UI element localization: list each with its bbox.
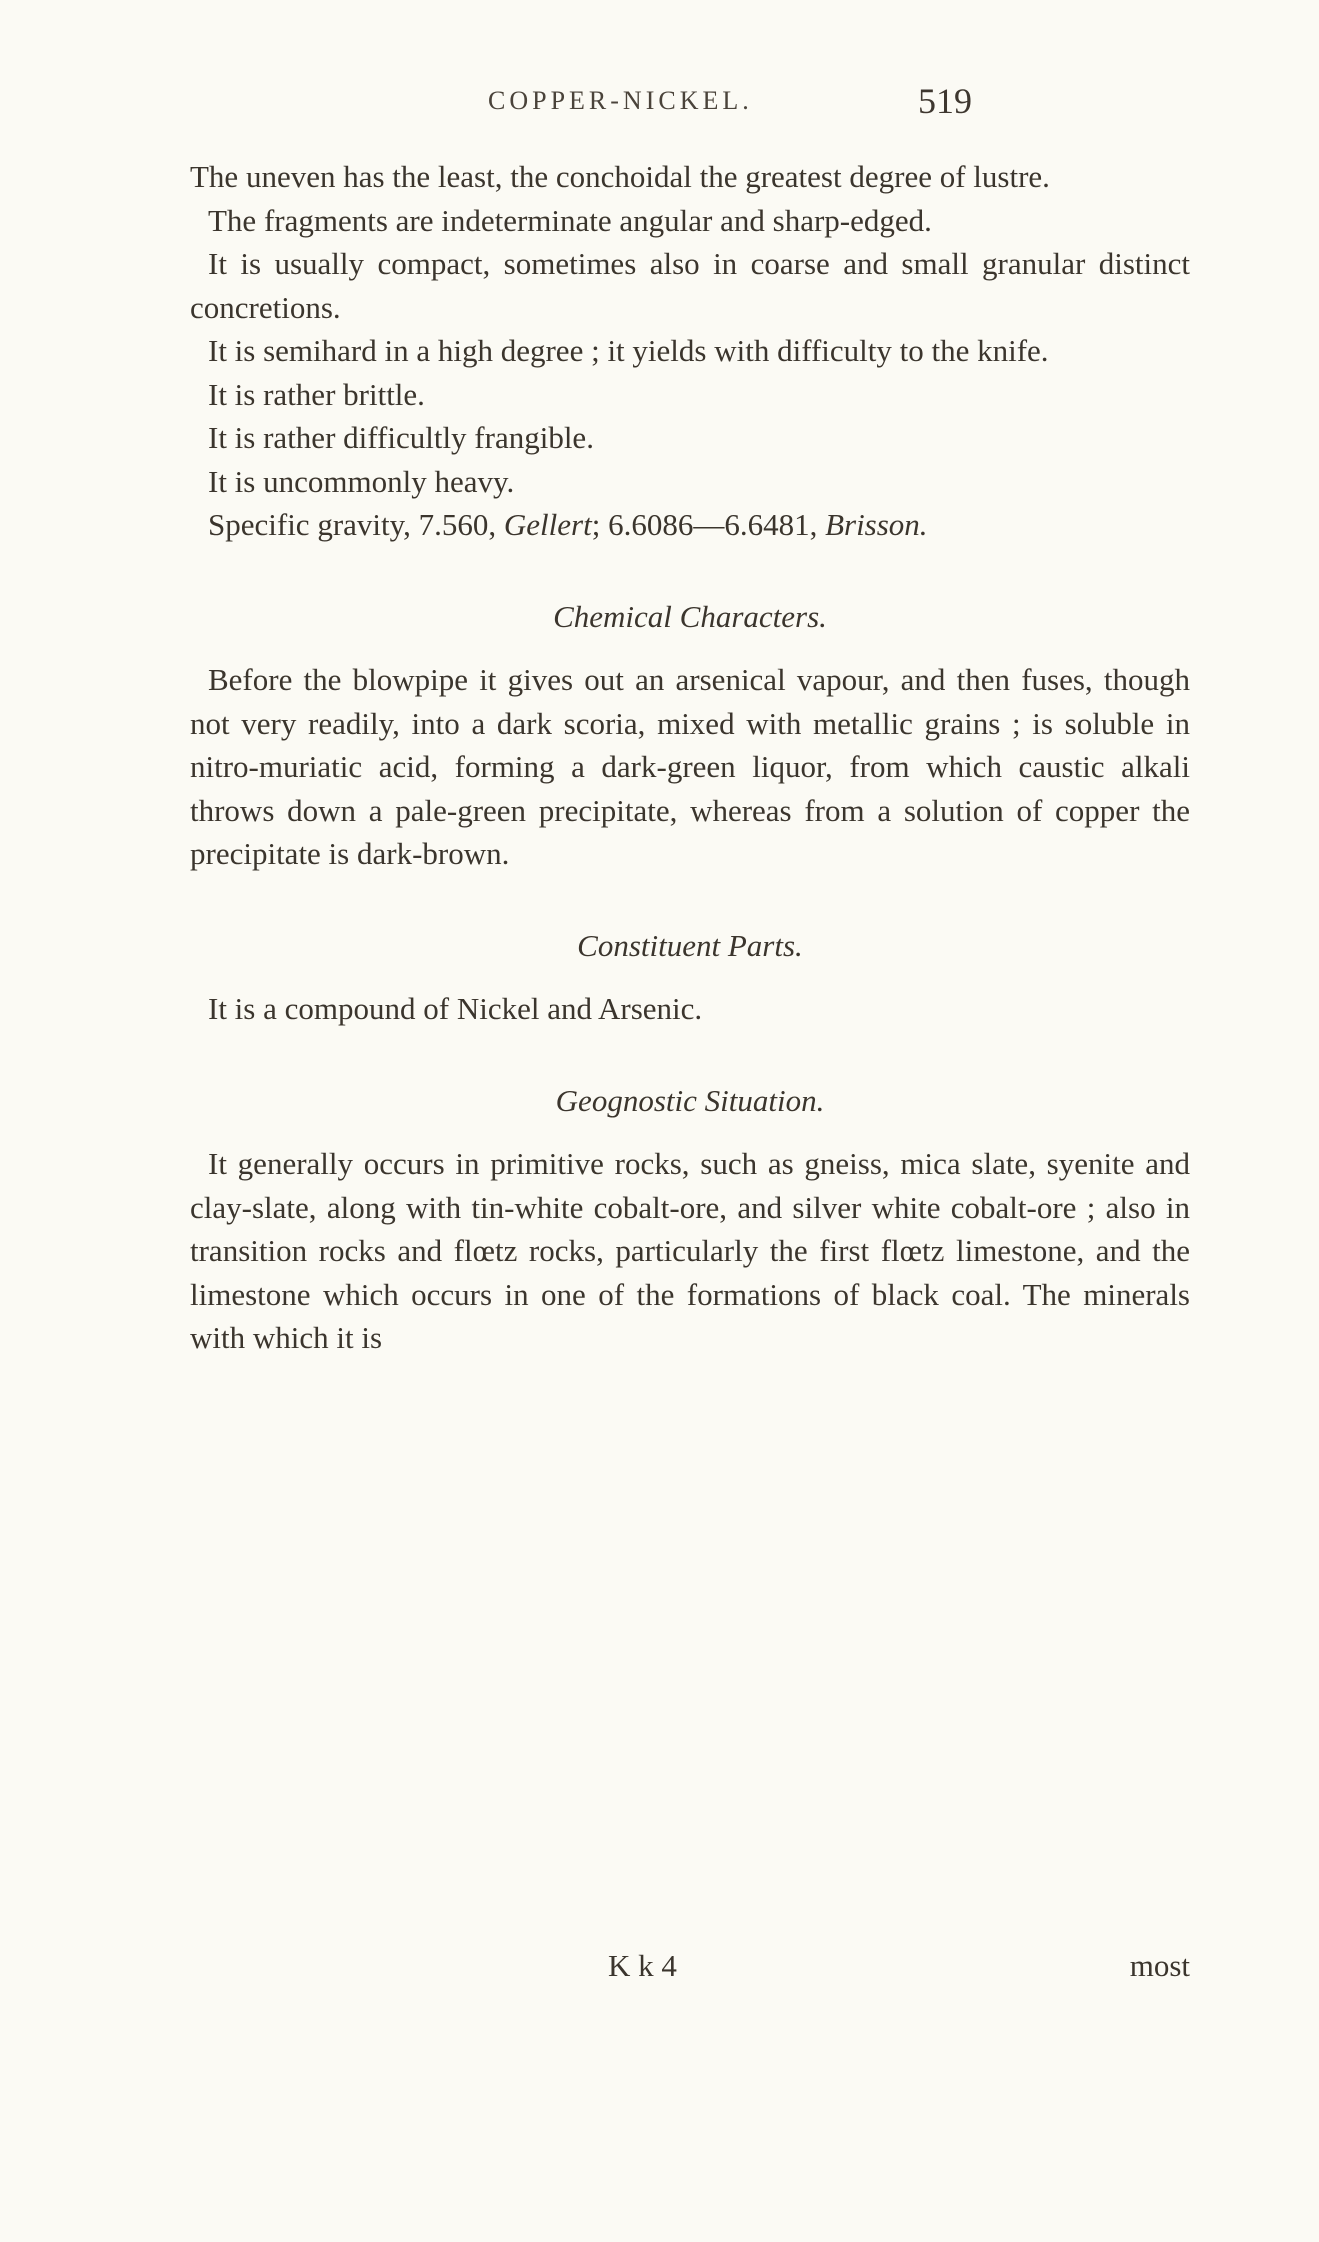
body-text [190,155,1190,1360]
specific-gravity-lead: Specific gravity, 7.560, [208,507,497,542]
paragraph: It is uncommonly heavy. [208,463,515,499]
page-number: 519 [918,81,972,121]
specific-gravity-range: 6.6086—6.6481, [608,507,818,542]
paragraph: It is semihard in a high degree ; it yields with difficulty to the knife. [208,333,1049,368]
catchline [190,1948,1190,1992]
signature-mark: K k 4 [608,1948,677,1983]
citation-separator: ; [591,507,601,542]
section-heading: Geognostic Situation. [555,1082,825,1118]
section-paragraph: It generally occurs in primitive rocks, such as gneiss, mica slate, syenite and clay-slate, along with tin-white cobalt-ore, and silver white cobalt-ore ; also in transition rocks and flœtz rocks, particularly the first flœtz limestone, and the limestone which occurs in one of the formations of black coal. The minerals with which it is [190,1146,1190,1355]
paragraph: The fragments are indeterminate angular and sharp-edged. [208,202,932,238]
catchword: most [1129,1948,1190,1983]
citation-gellert: Gellert [503,507,592,542]
paragraph: The uneven has the least, the conchoidal the greatest degree of lustre. [190,159,1050,194]
specific-gravity-paragraph [190,503,1190,547]
section-paragraph: It is a compound of Nickel and Arsenic. [208,991,703,1026]
citation-brisson: Brisson. [825,507,928,542]
section-paragraph: Before the blowpipe it gives out an arsenical vapour, and then fuses, though not very readily, into a dark scoria, mixed with metallic grains ; is soluble in nitro-muriatic acid, forming a dark-green liquor, from which caustic alkali throws down a pale-green precipitate, whereas from a solution of copper the precipitate is dark-brown. [190,662,1190,871]
paragraph: It is rather brittle. [208,376,425,412]
running-head [240,81,1240,126]
section-heading: Constituent Parts. [577,927,803,963]
section-heading: Chemical Characters. [553,598,827,634]
paragraph: It is usually compact, sometimes also in coarse and small granular distinct concretions. [190,246,1190,325]
paragraph: It is rather difficultly frangible. [208,420,594,455]
running-title: COPPER-NICKEL. [488,86,753,115]
